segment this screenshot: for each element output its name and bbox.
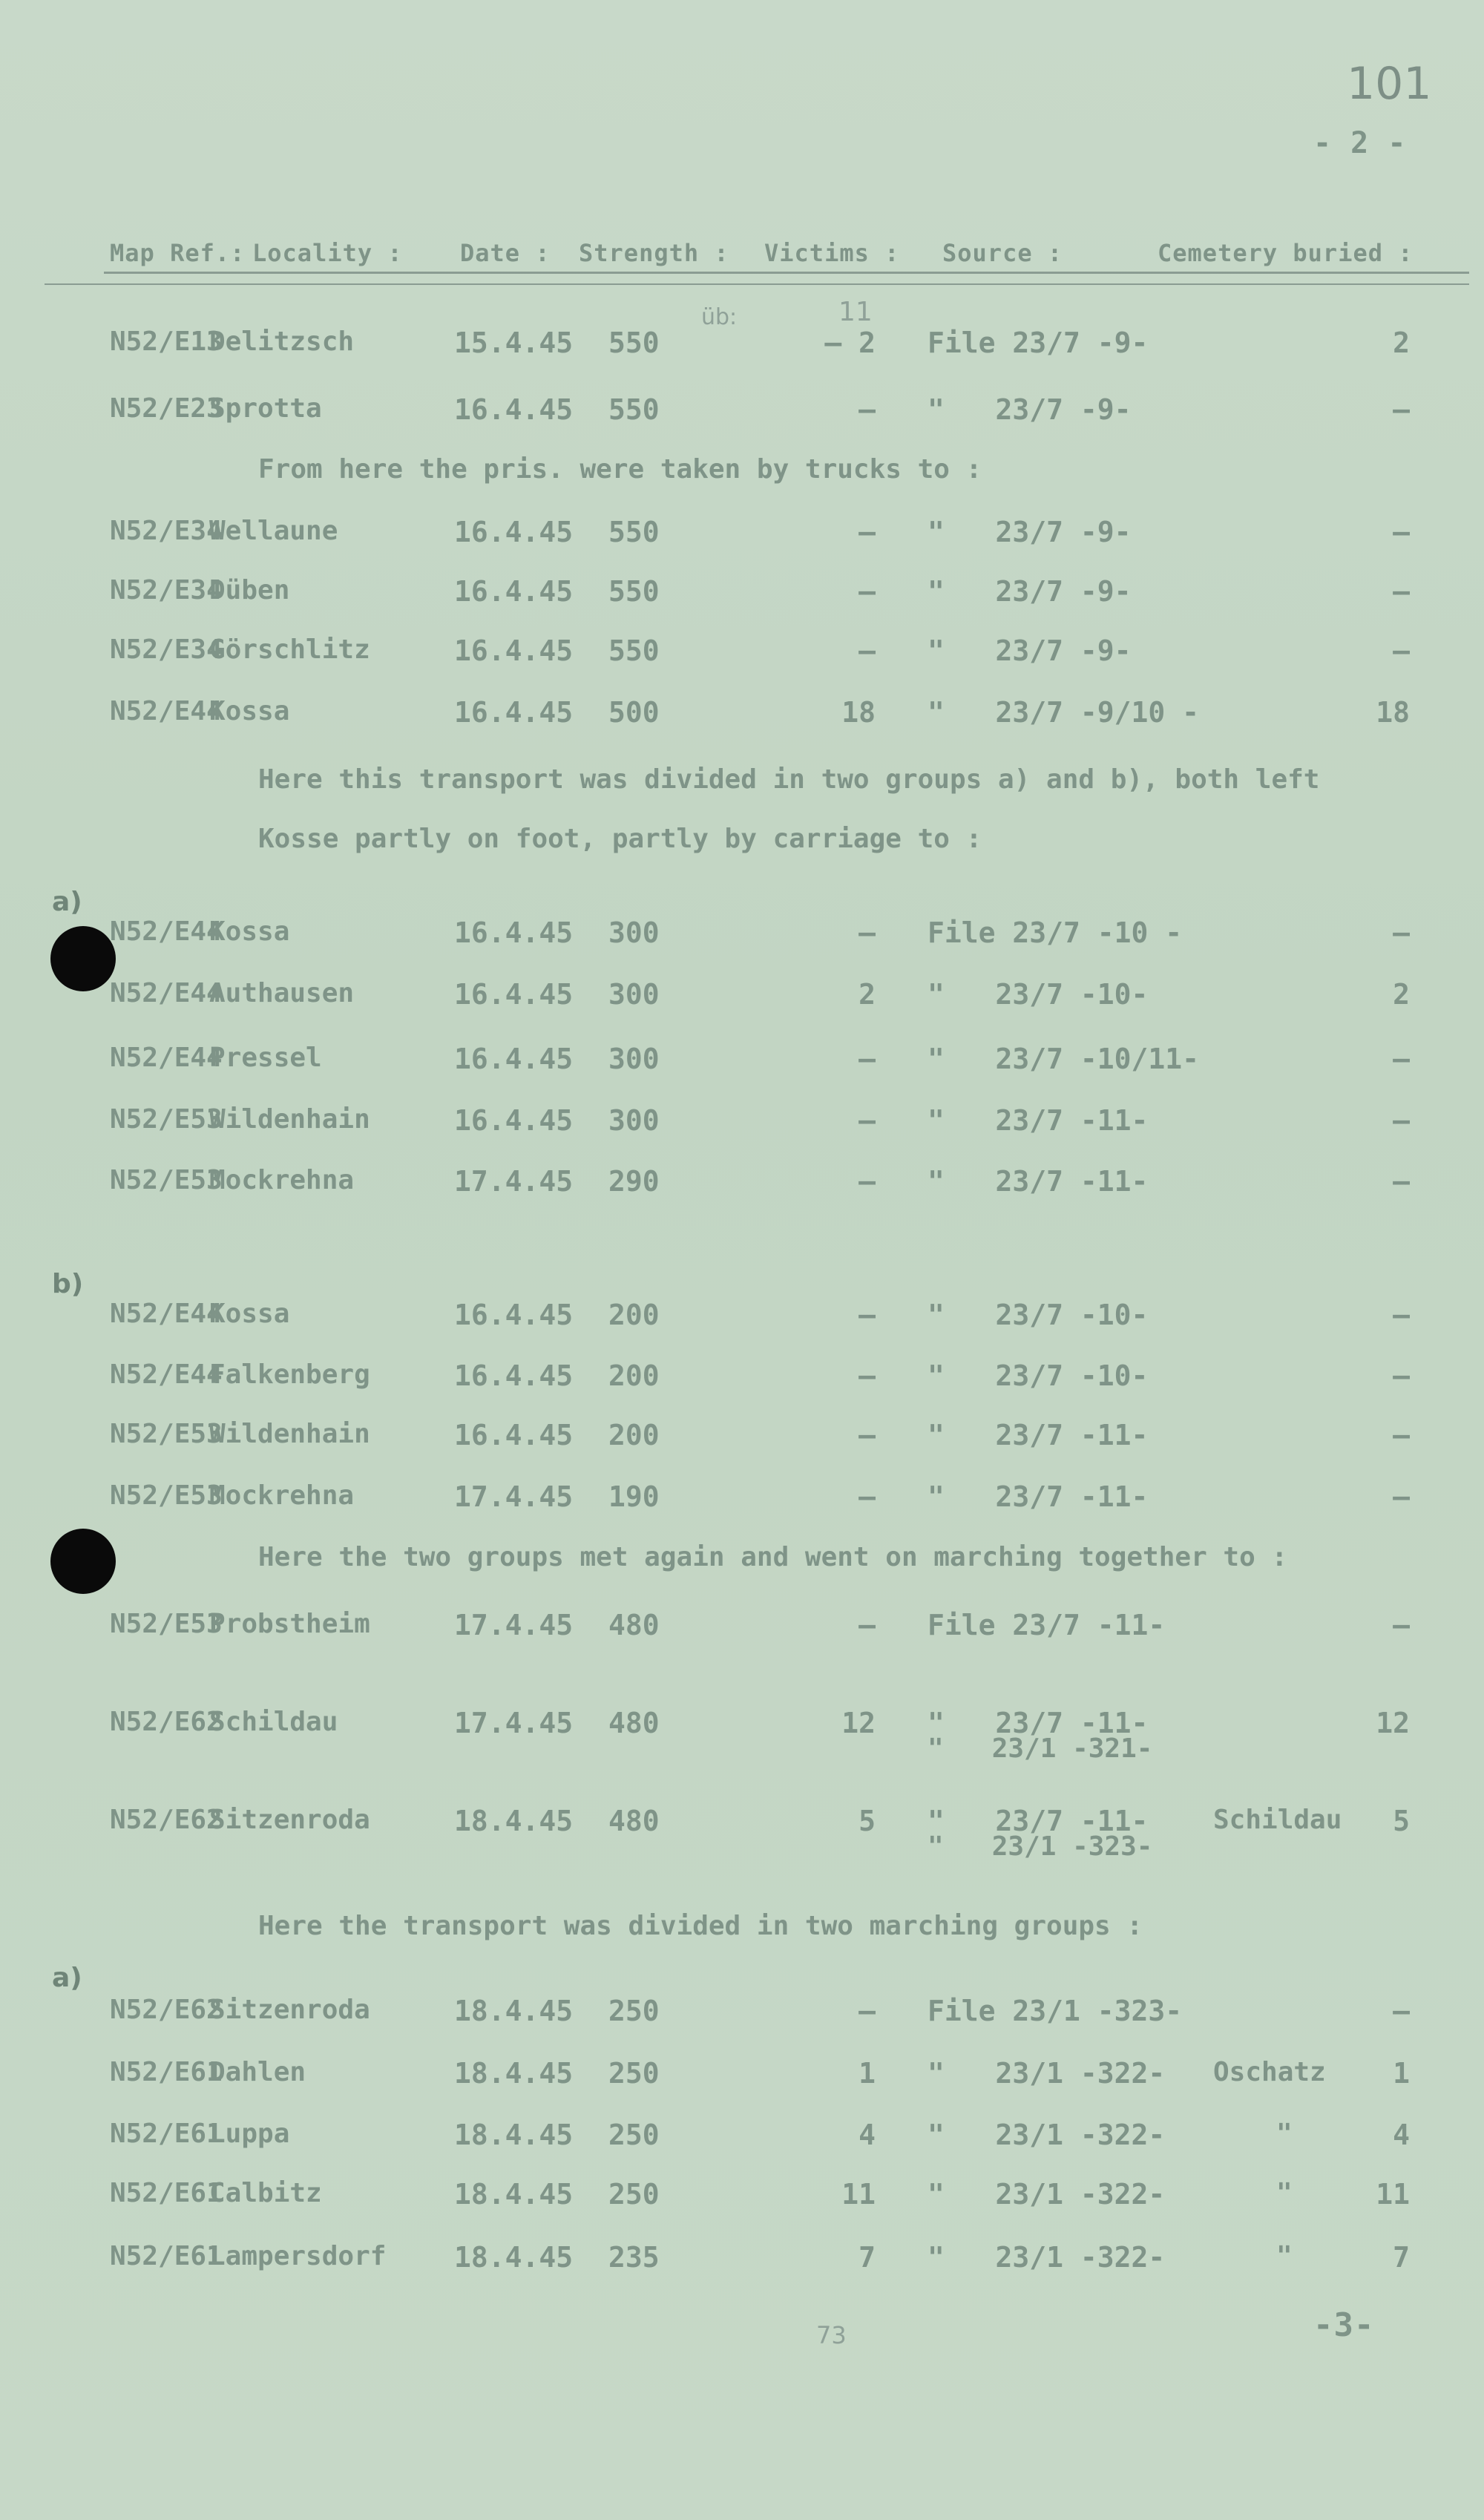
locality: Dahlen	[209, 2057, 306, 2087]
next-page-number: -3-	[1313, 2306, 1375, 2344]
source: " 23/1 -322-	[928, 2178, 1166, 2211]
locality: Probstheim	[209, 1609, 370, 1639]
buried: 5	[1393, 1805, 1410, 1837]
cemetery: "	[1276, 2119, 1293, 2149]
date: 16.4.45	[454, 575, 574, 608]
date: 16.4.45	[454, 978, 574, 1011]
header-underline	[104, 272, 1469, 274]
header-map-ref: Map Ref.:	[110, 239, 246, 267]
strength: 550	[608, 634, 660, 667]
strength: 550	[608, 575, 660, 608]
strength: 480	[608, 1707, 660, 1739]
victims: —	[858, 1480, 876, 1513]
buried: 7	[1393, 2241, 1410, 2274]
victims: —	[858, 393, 876, 426]
map-ref: N52/E62	[110, 1805, 223, 1835]
map-ref: N52/E61	[110, 2057, 223, 2087]
date: 18.4.45	[454, 1995, 574, 2027]
header-strength: Strength :	[579, 239, 729, 267]
map-ref: N52/E34	[110, 575, 223, 606]
table-row	[0, 393, 1484, 438]
cemetery: "	[1276, 2241, 1293, 2271]
map-ref: N52/E53	[110, 1480, 223, 1511]
buried: —	[1393, 1995, 1410, 2027]
victims: — 2	[824, 327, 876, 359]
victims: 11	[841, 2178, 876, 2211]
locality: Authausen	[209, 978, 355, 1008]
source-secondary: " 23/1 -323-	[928, 1831, 1153, 1862]
locality: Wildenhain	[209, 1104, 370, 1135]
source: File 23/7 -11-	[928, 1609, 1166, 1641]
table-row	[0, 1419, 1484, 1463]
map-ref: N52/E61	[110, 2241, 223, 2271]
strength: 200	[608, 1359, 660, 1392]
locality: Delitzsch	[209, 327, 355, 357]
table-row	[0, 1480, 1484, 1525]
map-ref: N52/E61	[110, 2178, 223, 2208]
locality: Luppa	[209, 2119, 290, 2149]
source: " 23/1 -322-	[928, 2057, 1166, 2090]
date: 17.4.45	[454, 1707, 574, 1739]
map-ref: N52/E44	[110, 1043, 223, 1073]
date: 16.4.45	[454, 916, 574, 949]
buried: —	[1393, 634, 1410, 667]
table-row	[0, 1104, 1484, 1149]
locality: Wildenhain	[209, 1419, 370, 1449]
table-row	[0, 1995, 1484, 2039]
locality: Düben	[209, 575, 290, 606]
locality: Pressel	[209, 1043, 322, 1073]
locality: Wellaune	[209, 516, 338, 546]
source: " 23/7 -10-	[928, 1359, 1149, 1392]
buried: —	[1393, 1104, 1410, 1137]
date: 18.4.45	[454, 2178, 574, 2211]
date: 17.4.45	[454, 1480, 574, 1513]
strength: 500	[608, 696, 660, 729]
note-divided-line1: Here this transport was divided in two groups a) and b), both left	[258, 764, 1320, 795]
cemetery: Oschatz	[1213, 2057, 1326, 2087]
map-ref: N52/E44	[110, 1359, 223, 1390]
date: 16.4.45	[454, 393, 574, 426]
strength: 480	[608, 1609, 660, 1641]
victims: 1	[858, 2057, 876, 2090]
buried: —	[1393, 1480, 1410, 1513]
buried: —	[1393, 1419, 1410, 1451]
table-row	[0, 634, 1484, 679]
strength: 235	[608, 2241, 660, 2274]
date: 16.4.45	[454, 1359, 574, 1392]
locality: Kossa	[209, 916, 290, 947]
table-row	[0, 1805, 1484, 1871]
victims: —	[858, 1419, 876, 1451]
group-label-b: b)	[52, 1269, 84, 1299]
buried: 18	[1376, 696, 1410, 729]
table-row	[0, 2178, 1484, 2222]
map-ref: N52/E53	[110, 1165, 223, 1195]
source: File 23/7 -10 -	[928, 916, 1183, 949]
map-ref: N52/E44	[110, 1299, 223, 1329]
victims: —	[858, 1299, 876, 1331]
victims: 12	[841, 1707, 876, 1739]
header-cemetery: Cemetery buried :	[1158, 239, 1414, 267]
victims: —	[858, 1104, 876, 1137]
strength: 250	[608, 2119, 660, 2151]
source: File 23/1 -323-	[928, 1995, 1183, 2027]
map-ref: N52/E44	[110, 916, 223, 947]
source: " 23/7 -11-	[928, 1707, 1149, 1739]
table-row	[0, 2241, 1484, 2286]
map-ref: N52/E23	[110, 393, 223, 424]
locality: Calbitz	[209, 2178, 322, 2208]
group-label-a-second: a)	[52, 1963, 82, 1993]
map-ref: N52/E53	[110, 1104, 223, 1135]
victims: —	[858, 1165, 876, 1198]
table-top-rule	[45, 283, 1469, 285]
source: File 23/7 -9-	[928, 327, 1149, 359]
strength: 250	[608, 2178, 660, 2211]
source-secondary: " 23/1 -321-	[928, 1733, 1153, 1764]
victims: 4	[858, 2119, 876, 2151]
table-row	[0, 2119, 1484, 2163]
date: 18.4.45	[454, 2241, 574, 2274]
table-row	[0, 1609, 1484, 1653]
date: 17.4.45	[454, 1609, 574, 1641]
locality: Falkenberg	[209, 1359, 370, 1390]
buried: —	[1393, 575, 1410, 608]
pencil-note-11: 11	[838, 297, 873, 327]
victims: —	[858, 1609, 876, 1641]
table-row	[0, 1165, 1484, 1210]
locality: Sitzenroda	[209, 1995, 370, 2025]
map-ref: N52/E61	[110, 2119, 223, 2149]
buried: 2	[1393, 978, 1410, 1011]
strength: 550	[608, 327, 660, 359]
table-row	[0, 1043, 1484, 1087]
note-trucks: From here the pris. were taken by trucks to :	[258, 454, 982, 485]
folio-number: 101	[1347, 58, 1432, 110]
victims: 18	[841, 696, 876, 729]
buried: —	[1393, 1165, 1410, 1198]
note-divided-line2: Kosse partly on foot, partly by carriage to :	[258, 824, 982, 854]
strength: 300	[608, 1104, 660, 1137]
source: " 23/7 -9-	[928, 516, 1132, 548]
map-ref: N52/E62	[110, 1707, 223, 1737]
locality: Sitzenroda	[209, 1805, 370, 1835]
map-ref: N52/E53	[110, 1609, 223, 1639]
date: 16.4.45	[454, 696, 574, 729]
source: " 23/7 -10-	[928, 1299, 1149, 1331]
date: 16.4.45	[454, 634, 574, 667]
group-label-a: a)	[52, 887, 82, 917]
victims: —	[858, 916, 876, 949]
map-ref: N52/E44	[110, 696, 223, 726]
table-row	[0, 916, 1484, 961]
victims: 5	[858, 1805, 876, 1837]
strength: 550	[608, 393, 660, 426]
map-ref: N52/E53	[110, 1419, 223, 1449]
victims: —	[858, 575, 876, 608]
victims: —	[858, 1995, 876, 2027]
strength: 250	[608, 2057, 660, 2090]
table-row	[0, 575, 1484, 620]
date: 15.4.45	[454, 327, 574, 359]
locality: Mockrehna	[209, 1480, 355, 1511]
map-ref: N52/E62	[110, 1995, 223, 2025]
buried: 12	[1376, 1707, 1410, 1739]
date: 18.4.45	[454, 2057, 574, 2090]
strength: 290	[608, 1165, 660, 1198]
source: " 23/1 -322-	[928, 2241, 1166, 2274]
locality: Lampersdorf	[209, 2241, 387, 2271]
date: 16.4.45	[454, 1043, 574, 1075]
header-source: Source :	[942, 239, 1063, 267]
source: " 23/7 -11-	[928, 1480, 1149, 1513]
locality: Sprotta	[209, 393, 322, 424]
buried: —	[1393, 516, 1410, 548]
table-row	[0, 1707, 1484, 1773]
locality: Kossa	[209, 696, 290, 726]
strength: 190	[608, 1480, 660, 1513]
victims: 2	[858, 978, 876, 1011]
source: " 23/7 -11-	[928, 1104, 1149, 1137]
strength: 200	[608, 1299, 660, 1331]
map-ref: N52/E44	[110, 978, 223, 1008]
date: 16.4.45	[454, 1419, 574, 1451]
source: " 23/1 -322-	[928, 2119, 1166, 2151]
source: " 23/7 -9/10 -	[928, 696, 1200, 729]
source: " 23/7 -9-	[928, 393, 1132, 426]
source: " 23/7 -11-	[928, 1419, 1149, 1451]
buried: 1	[1393, 2057, 1410, 2090]
date: 16.4.45	[454, 1104, 574, 1137]
buried: —	[1393, 1609, 1410, 1641]
locality: Görschlitz	[209, 634, 370, 665]
locality: Schildau	[209, 1707, 338, 1737]
date: 17.4.45	[454, 1165, 574, 1198]
victims: —	[858, 634, 876, 667]
victims: —	[858, 516, 876, 548]
victims: —	[858, 1043, 876, 1075]
cemetery: "	[1276, 2178, 1293, 2208]
date: 16.4.45	[454, 1299, 574, 1331]
table-row	[0, 696, 1484, 741]
victims: 7	[858, 2241, 876, 2274]
table-row	[0, 1359, 1484, 1404]
map-ref: N52/E13	[110, 327, 223, 357]
table-row	[0, 1299, 1484, 1343]
table-row	[0, 327, 1484, 371]
map-ref: N52/E34	[110, 516, 223, 546]
table-row	[0, 978, 1484, 1023]
strength: 200	[608, 1419, 660, 1451]
table-row	[0, 516, 1484, 560]
source: " 23/7 -11-	[928, 1165, 1149, 1198]
locality: Mockrehna	[209, 1165, 355, 1195]
page-number: - 2 -	[1313, 126, 1407, 160]
cemetery: Schildau	[1213, 1805, 1342, 1835]
map-ref: N52/E34	[110, 634, 223, 665]
date: 18.4.45	[454, 1805, 574, 1837]
source: " 23/7 -9-	[928, 575, 1132, 608]
table-row	[0, 2057, 1484, 2101]
date: 16.4.45	[454, 516, 574, 548]
strength: 300	[608, 1043, 660, 1075]
pencil-bottom-number: 73	[816, 2321, 847, 2349]
header-locality: Locality :	[252, 239, 403, 267]
note-divided-marching: Here the transport was divided in two marching groups :	[258, 1911, 1143, 1941]
locality: Kossa	[209, 1299, 290, 1329]
source: " 23/7 -10-	[928, 978, 1149, 1011]
victims: —	[858, 1359, 876, 1392]
strength: 250	[608, 1995, 660, 2027]
buried: —	[1393, 393, 1410, 426]
strength: 300	[608, 916, 660, 949]
date: 18.4.45	[454, 2119, 574, 2151]
buried: 11	[1376, 2178, 1410, 2211]
strength: 300	[608, 978, 660, 1011]
header-victims: Victims :	[764, 239, 900, 267]
pencil-note-ub: üb:	[701, 304, 738, 330]
buried: 4	[1393, 2119, 1410, 2151]
source: " 23/7 -9-	[928, 634, 1132, 667]
buried: 2	[1393, 327, 1410, 359]
buried: —	[1393, 1299, 1410, 1331]
buried: —	[1393, 1043, 1410, 1075]
strength: 550	[608, 516, 660, 548]
source: " 23/7 -10/11-	[928, 1043, 1200, 1075]
buried: —	[1393, 1359, 1410, 1392]
buried: —	[1393, 916, 1410, 949]
strength: 480	[608, 1805, 660, 1837]
note-met-again: Here the two groups met again and went on marching together to :	[258, 1542, 1288, 1572]
source: " 23/7 -11-	[928, 1805, 1149, 1837]
header-date: Date :	[460, 239, 551, 267]
punch-hole-bottom	[50, 1529, 116, 1594]
